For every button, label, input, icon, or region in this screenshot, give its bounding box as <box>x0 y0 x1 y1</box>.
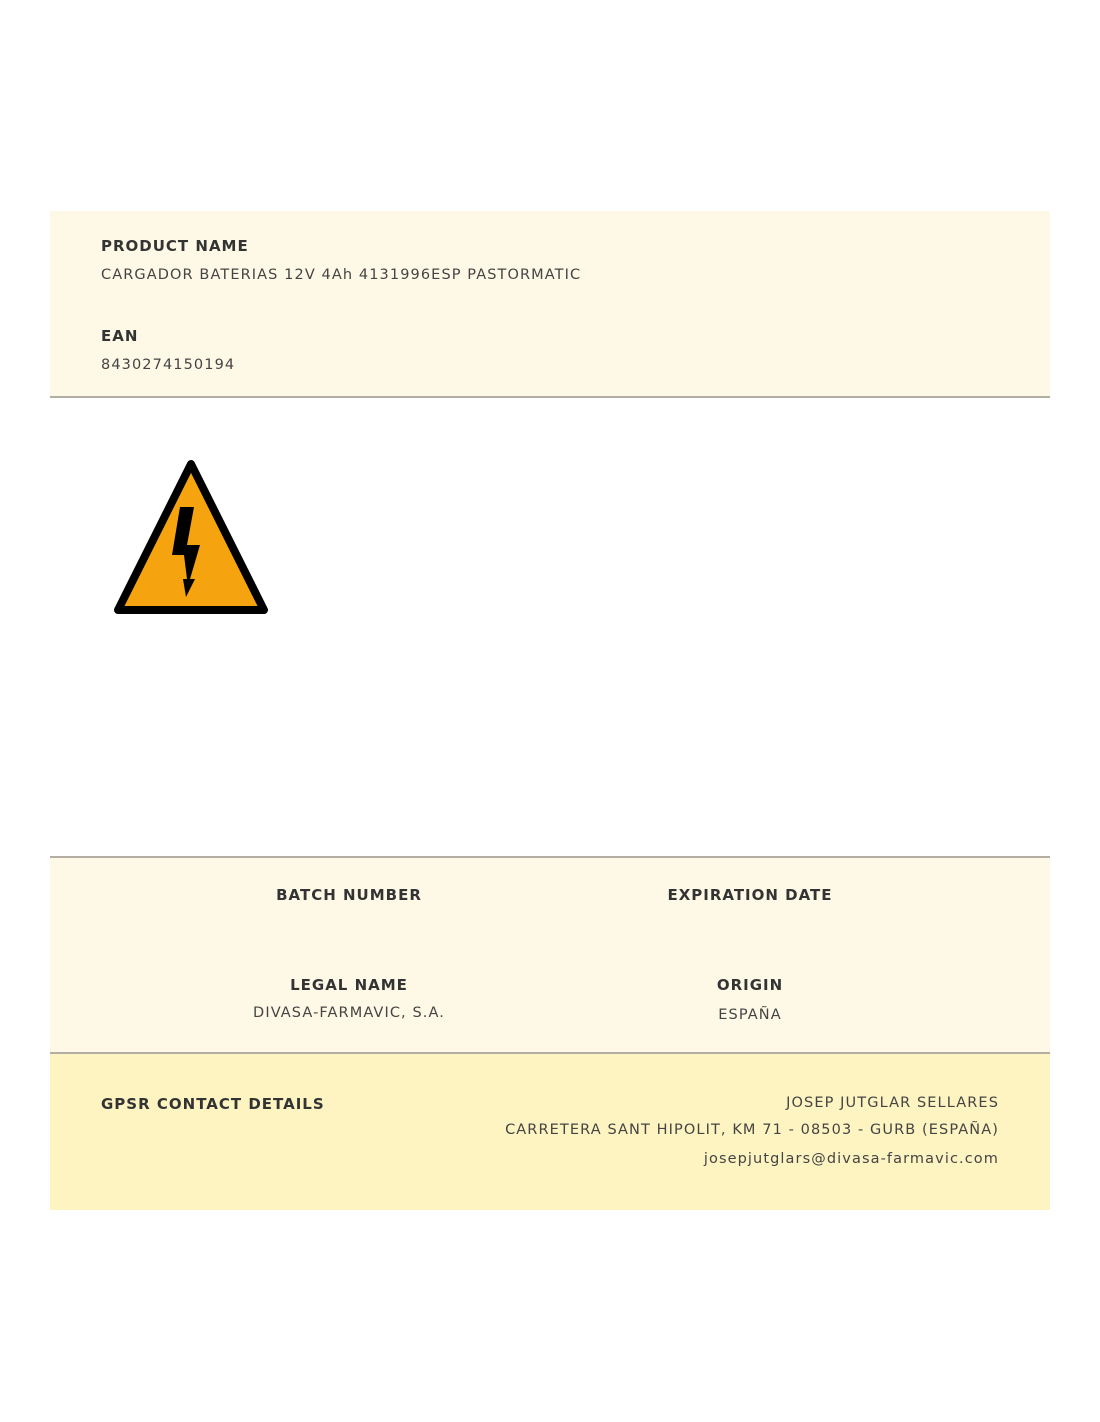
gpsr-contact-address: CARRETERA SANT HIPOLIT, KM 71 - 08503 - GURB (ESPAÑA) <box>505 1122 999 1138</box>
expiration-date-label: EXPIRATION DATE <box>667 886 833 904</box>
product-name-label: PRODUCT NAME <box>101 237 249 255</box>
gpsr-contact-name: JOSEP JUTGLAR SELLARES <box>786 1095 999 1111</box>
product-name-value: CARGADOR BATERIAS 12V 4Ah 4131996ESP PASTORMATIC <box>101 267 582 283</box>
gpsr-contact-label: GPSR CONTACT DETAILS <box>101 1095 325 1113</box>
warning-triangle <box>118 464 264 610</box>
origin-value: ESPAÑA <box>718 1007 782 1023</box>
legal-name-label: LEGAL NAME <box>290 976 408 994</box>
gpsr-contact-panel <box>50 1054 1050 1210</box>
product-info-panel <box>50 211 1050 398</box>
batch-details-panel <box>50 856 1050 1054</box>
gpsr-contact-email: josepjutglars@divasa-farmavic.com <box>703 1151 999 1167</box>
origin-label: ORIGIN <box>716 976 784 994</box>
legal-name-value: DIVASA-FARMAVIC, S.A. <box>253 1005 445 1021</box>
batch-number-label: BATCH NUMBER <box>276 886 422 904</box>
ean-label: EAN <box>101 327 139 345</box>
electrical-hazard-warning-icon <box>110 455 272 617</box>
ean-value: 8430274150194 <box>101 357 236 373</box>
